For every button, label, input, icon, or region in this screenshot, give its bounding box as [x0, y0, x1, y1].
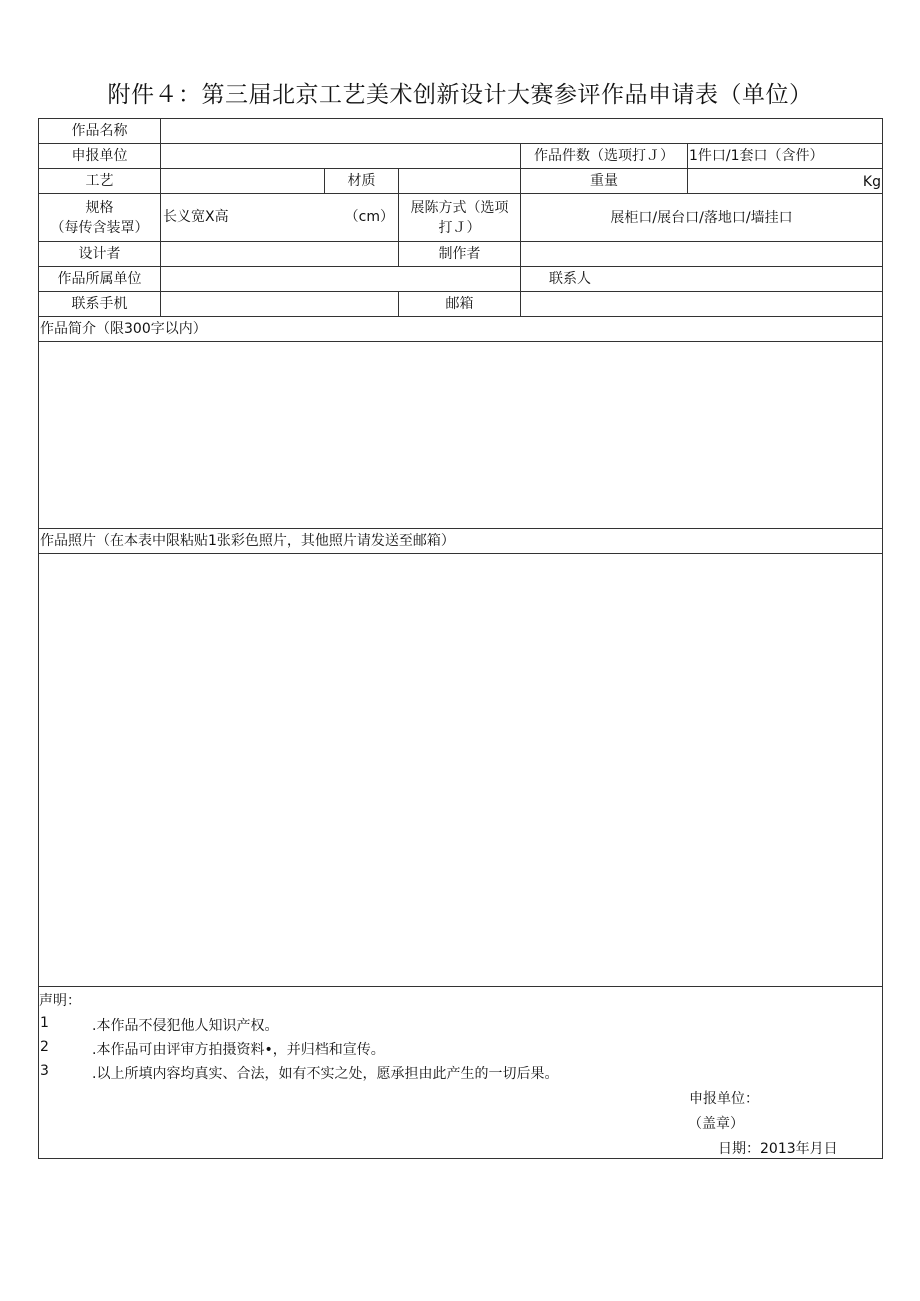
- display-options[interactable]: 展柜口/展台口/落地口/墙挂口: [521, 194, 882, 242]
- contact-label: 联系人: [549, 271, 591, 287]
- material-field[interactable]: [399, 169, 521, 194]
- declaration-heading: 声明：: [39, 993, 81, 1009]
- page-title: 附件４：第三届北京工艺美术创新设计大赛参评作品申请表（单位）: [107, 82, 813, 108]
- craft-label: 工艺: [39, 169, 161, 194]
- intro-area[interactable]: [39, 342, 882, 529]
- photo-area[interactable]: [39, 554, 882, 987]
- work-name-label: 作品名称: [39, 119, 161, 144]
- seal-label: （盖章）: [688, 1116, 744, 1132]
- declaration-item-2-text: .本作品可由评审方拍摄资料•，并归档和宣传。: [92, 1042, 385, 1058]
- email-label: 邮箱: [399, 292, 521, 317]
- declaration-block: [39, 987, 882, 1158]
- phone-label: 联系手机: [39, 292, 161, 317]
- org-label: 作品所属单位: [39, 267, 161, 292]
- declaration-item-3-num: 3: [40, 1063, 49, 1079]
- phone-field[interactable]: [161, 292, 399, 317]
- spec-field[interactable]: [161, 194, 399, 242]
- weight-label: 重量: [521, 169, 688, 194]
- display-label: [399, 194, 521, 242]
- photo-label: 作品照片（在本表中限粘贴1张彩色照片，其他照片请发送至邮箱）: [39, 529, 882, 554]
- weight-field[interactable]: [688, 169, 882, 194]
- declaration-item-1-text: .本作品不侵犯他人知识产权。: [92, 1018, 279, 1034]
- declaration-item-3-text: .以上所填内容均真实、合法，如有不实之处，愿承担由此产生的一切后果。: [92, 1066, 559, 1082]
- sign-unit-label: 申报单位：: [689, 1091, 759, 1107]
- intro-label: 作品简介（限300字以内）: [39, 317, 882, 342]
- spec-label: [39, 194, 161, 242]
- display-label-line1: 展陈方式（选项: [410, 199, 509, 216]
- spec-dims: 长义宽X高: [163, 209, 229, 225]
- maker-label: 制作者: [399, 242, 521, 267]
- count-label: 作品件数（选项打Ｊ）: [521, 144, 688, 169]
- designer-label: 设计者: [39, 242, 161, 267]
- org-field[interactable]: [161, 267, 521, 292]
- material-label: 材质: [325, 169, 399, 194]
- weight-unit: Kg: [862, 174, 881, 190]
- display-label-line2: 打Ｊ）: [438, 219, 481, 236]
- declaration-item-2-num: 2: [40, 1039, 49, 1055]
- craft-field[interactable]: [161, 169, 325, 194]
- email-field[interactable]: [521, 292, 882, 317]
- applicant-label: 申报单位: [39, 144, 161, 169]
- spec-unit: （cm）: [344, 209, 394, 225]
- application-form: [38, 118, 883, 1159]
- declaration-item-1-num: 1: [40, 1015, 49, 1031]
- designer-field[interactable]: [161, 242, 399, 267]
- count-options[interactable]: 1件口/1套口（含件）: [688, 144, 882, 169]
- date-label: 日期：2013年月日: [718, 1141, 838, 1157]
- spec-label-line1: 规格: [85, 199, 114, 216]
- contact-field[interactable]: [521, 267, 882, 292]
- applicant-field[interactable]: [161, 144, 521, 169]
- maker-field[interactable]: [521, 242, 882, 267]
- spec-label-line2: （每传含装罩）: [50, 219, 149, 236]
- work-name-field[interactable]: [161, 119, 882, 144]
